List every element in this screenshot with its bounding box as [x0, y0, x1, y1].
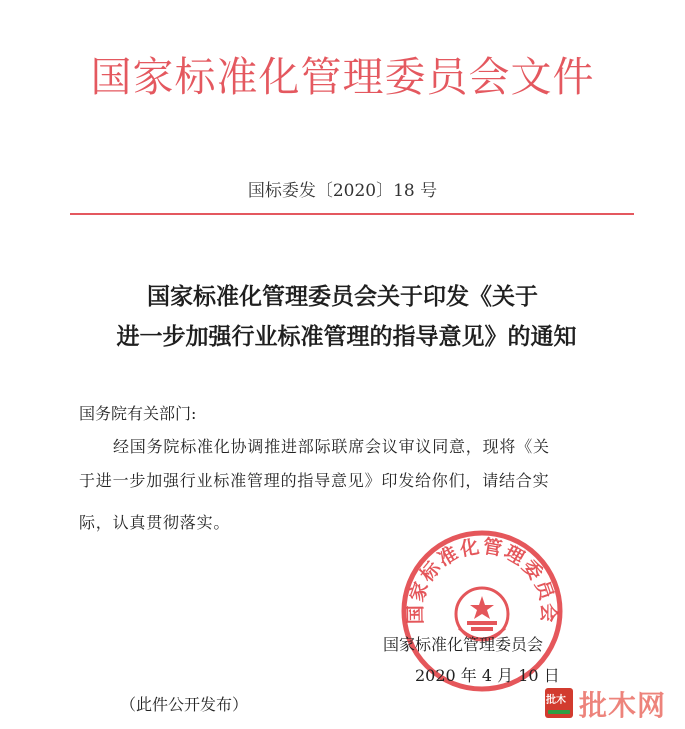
body-paragraph-line-3: 际，认真贯彻落实。 [79, 513, 231, 532]
seal-text: 国家标准化管理委员会 [404, 535, 560, 625]
signing-date: 2020 年 4 月 10 日 [415, 666, 560, 685]
site-watermark [545, 686, 675, 722]
watermark-logo-icon [545, 688, 573, 718]
notice-title-line-1: 国家标准化管理委员会关于印发《关于 [147, 284, 538, 310]
header-divider [70, 213, 634, 215]
addressee: 国务院有关部门: [79, 404, 197, 423]
watermark-text: 批木网 [579, 689, 667, 722]
watermark-badge-text: 批木 [546, 695, 566, 706]
signing-organization: 国家标准化管理委员会 [383, 635, 544, 654]
document-header-title: 国家标准化管理委员会文件 [90, 53, 595, 101]
document-number: 国标委发〔2020〕18 号 [247, 181, 438, 201]
body-paragraph-line-2: 于进一步加强行业标准管理的指导意见》印发给你们，请结合实 [79, 471, 550, 490]
notice-title-line-2: 进一步加强行业标准管理的指导意见》的通知 [116, 324, 577, 350]
public-release-note: （此件公开发布） [120, 695, 249, 714]
body-paragraph-line-1: 经国务院标准化协调推进部际联席会议审议同意，现将《关 [113, 437, 550, 456]
